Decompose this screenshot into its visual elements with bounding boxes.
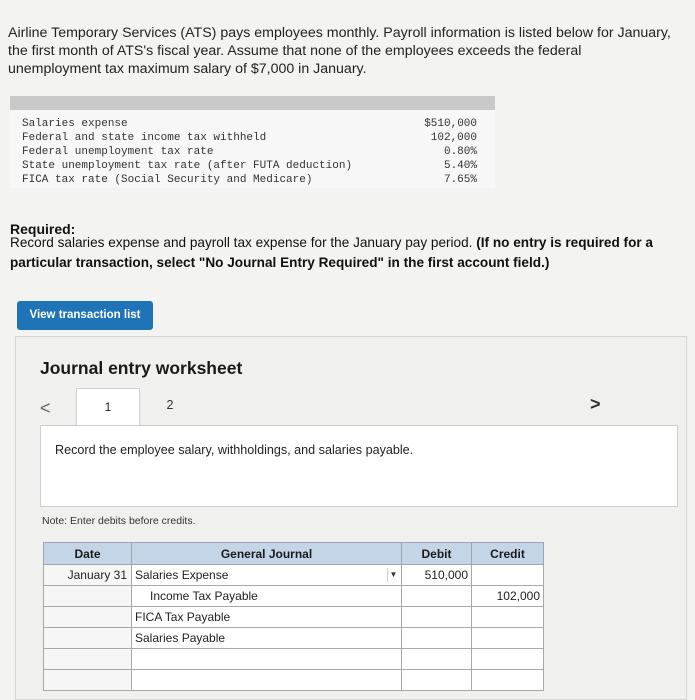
account-select[interactable] [132, 565, 402, 586]
chevron-left-icon[interactable]: < [40, 398, 51, 418]
payroll-label: Salaries expense [22, 118, 128, 130]
date-cell: January 31 [44, 565, 132, 586]
payroll-value: 0.80% [443, 146, 477, 158]
debit-input[interactable] [402, 586, 472, 607]
note-text: Note: Enter debits before credits. [42, 515, 196, 527]
payroll-label: Federal unemployment tax rate [22, 146, 214, 158]
instruction-text: Record the employee salary, withholdings, and salaries payable. [55, 443, 414, 457]
credit-input[interactable] [472, 565, 544, 586]
date-cell [44, 607, 132, 628]
table-row [44, 670, 544, 691]
account-select[interactable] [132, 670, 402, 691]
account-select[interactable]: FICA Tax Payable [132, 607, 402, 628]
worksheet-title: Journal entry worksheet [40, 358, 243, 378]
payroll-row [10, 118, 495, 132]
debit-input[interactable] [402, 649, 472, 670]
instruction-box [40, 425, 678, 507]
header-general-journal: General Journal [132, 543, 402, 565]
payroll-info-table [10, 96, 495, 188]
payroll-value: 102,000 [430, 132, 477, 144]
account-select[interactable] [132, 649, 402, 670]
account-value: Salaries Expense [135, 568, 229, 582]
payroll-row [10, 160, 495, 174]
intro-line-2: the first month of ATS's fiscal year. Assume that none of the employees exceeds the federal [8, 43, 582, 59]
credit-input[interactable] [472, 649, 544, 670]
tab-1[interactable]: 1 [76, 388, 140, 426]
chevron-right-icon[interactable]: > [590, 394, 601, 414]
header-date: Date [44, 543, 132, 565]
debit-input[interactable]: 510,000 [402, 565, 472, 586]
payroll-label: State unemployment tax rate (after FUTA deduction) [22, 160, 353, 172]
required-bold-note: (If no entry is required for a particular transaction, select "No Journal Entry Required" in the first account field.) [10, 235, 653, 270]
credit-input[interactable] [472, 607, 544, 628]
table-row [44, 649, 544, 670]
payroll-value: 5.40% [443, 160, 477, 172]
date-cell [44, 586, 132, 607]
header-debit: Debit [402, 543, 472, 565]
payroll-label: FICA tax rate (Social Security and Medicare) [22, 174, 313, 186]
payroll-row [10, 174, 495, 188]
tab-2[interactable]: 2 [166, 398, 174, 412]
intro-line-3: unemployment tax maximum salary of $7,000 in January. [8, 61, 367, 77]
payroll-row [10, 146, 495, 160]
view-transaction-list-button[interactable]: View transaction list [17, 301, 153, 330]
payroll-value: $510,000 [424, 118, 477, 130]
credit-input[interactable]: 102,000 [472, 586, 544, 607]
intro-line-1: Airline Temporary Services (ATS) pays employees monthly. Payroll information is listed below for January, [8, 25, 671, 41]
date-cell [44, 670, 132, 691]
required-instruction: Record salaries expense and payroll tax expense for the January pay period. [10, 235, 473, 250]
required-heading: Required: [10, 221, 76, 237]
date-cell [44, 649, 132, 670]
date-cell [44, 628, 132, 649]
table-row [44, 565, 544, 586]
credit-input[interactable] [472, 628, 544, 649]
payroll-row [10, 132, 495, 146]
credit-input[interactable] [472, 670, 544, 691]
debit-input[interactable] [402, 607, 472, 628]
journal-table [43, 542, 544, 691]
table-row [44, 607, 544, 628]
payroll-label: Federal and state income tax withheld [22, 132, 267, 144]
journal-header-row [44, 543, 544, 565]
table-row [44, 628, 544, 649]
payroll-value: 7.65% [443, 174, 477, 186]
debit-input[interactable] [402, 670, 472, 691]
problem-intro [8, 24, 695, 78]
header-credit: Credit [472, 543, 544, 565]
account-select[interactable]: Salaries Payable [132, 628, 402, 649]
debit-input[interactable] [402, 628, 472, 649]
dropdown-arrow-icon[interactable]: ▼ [387, 568, 399, 582]
table-row [44, 586, 544, 607]
account-select[interactable]: Income Tax Payable [132, 586, 402, 607]
required-text [10, 233, 695, 273]
